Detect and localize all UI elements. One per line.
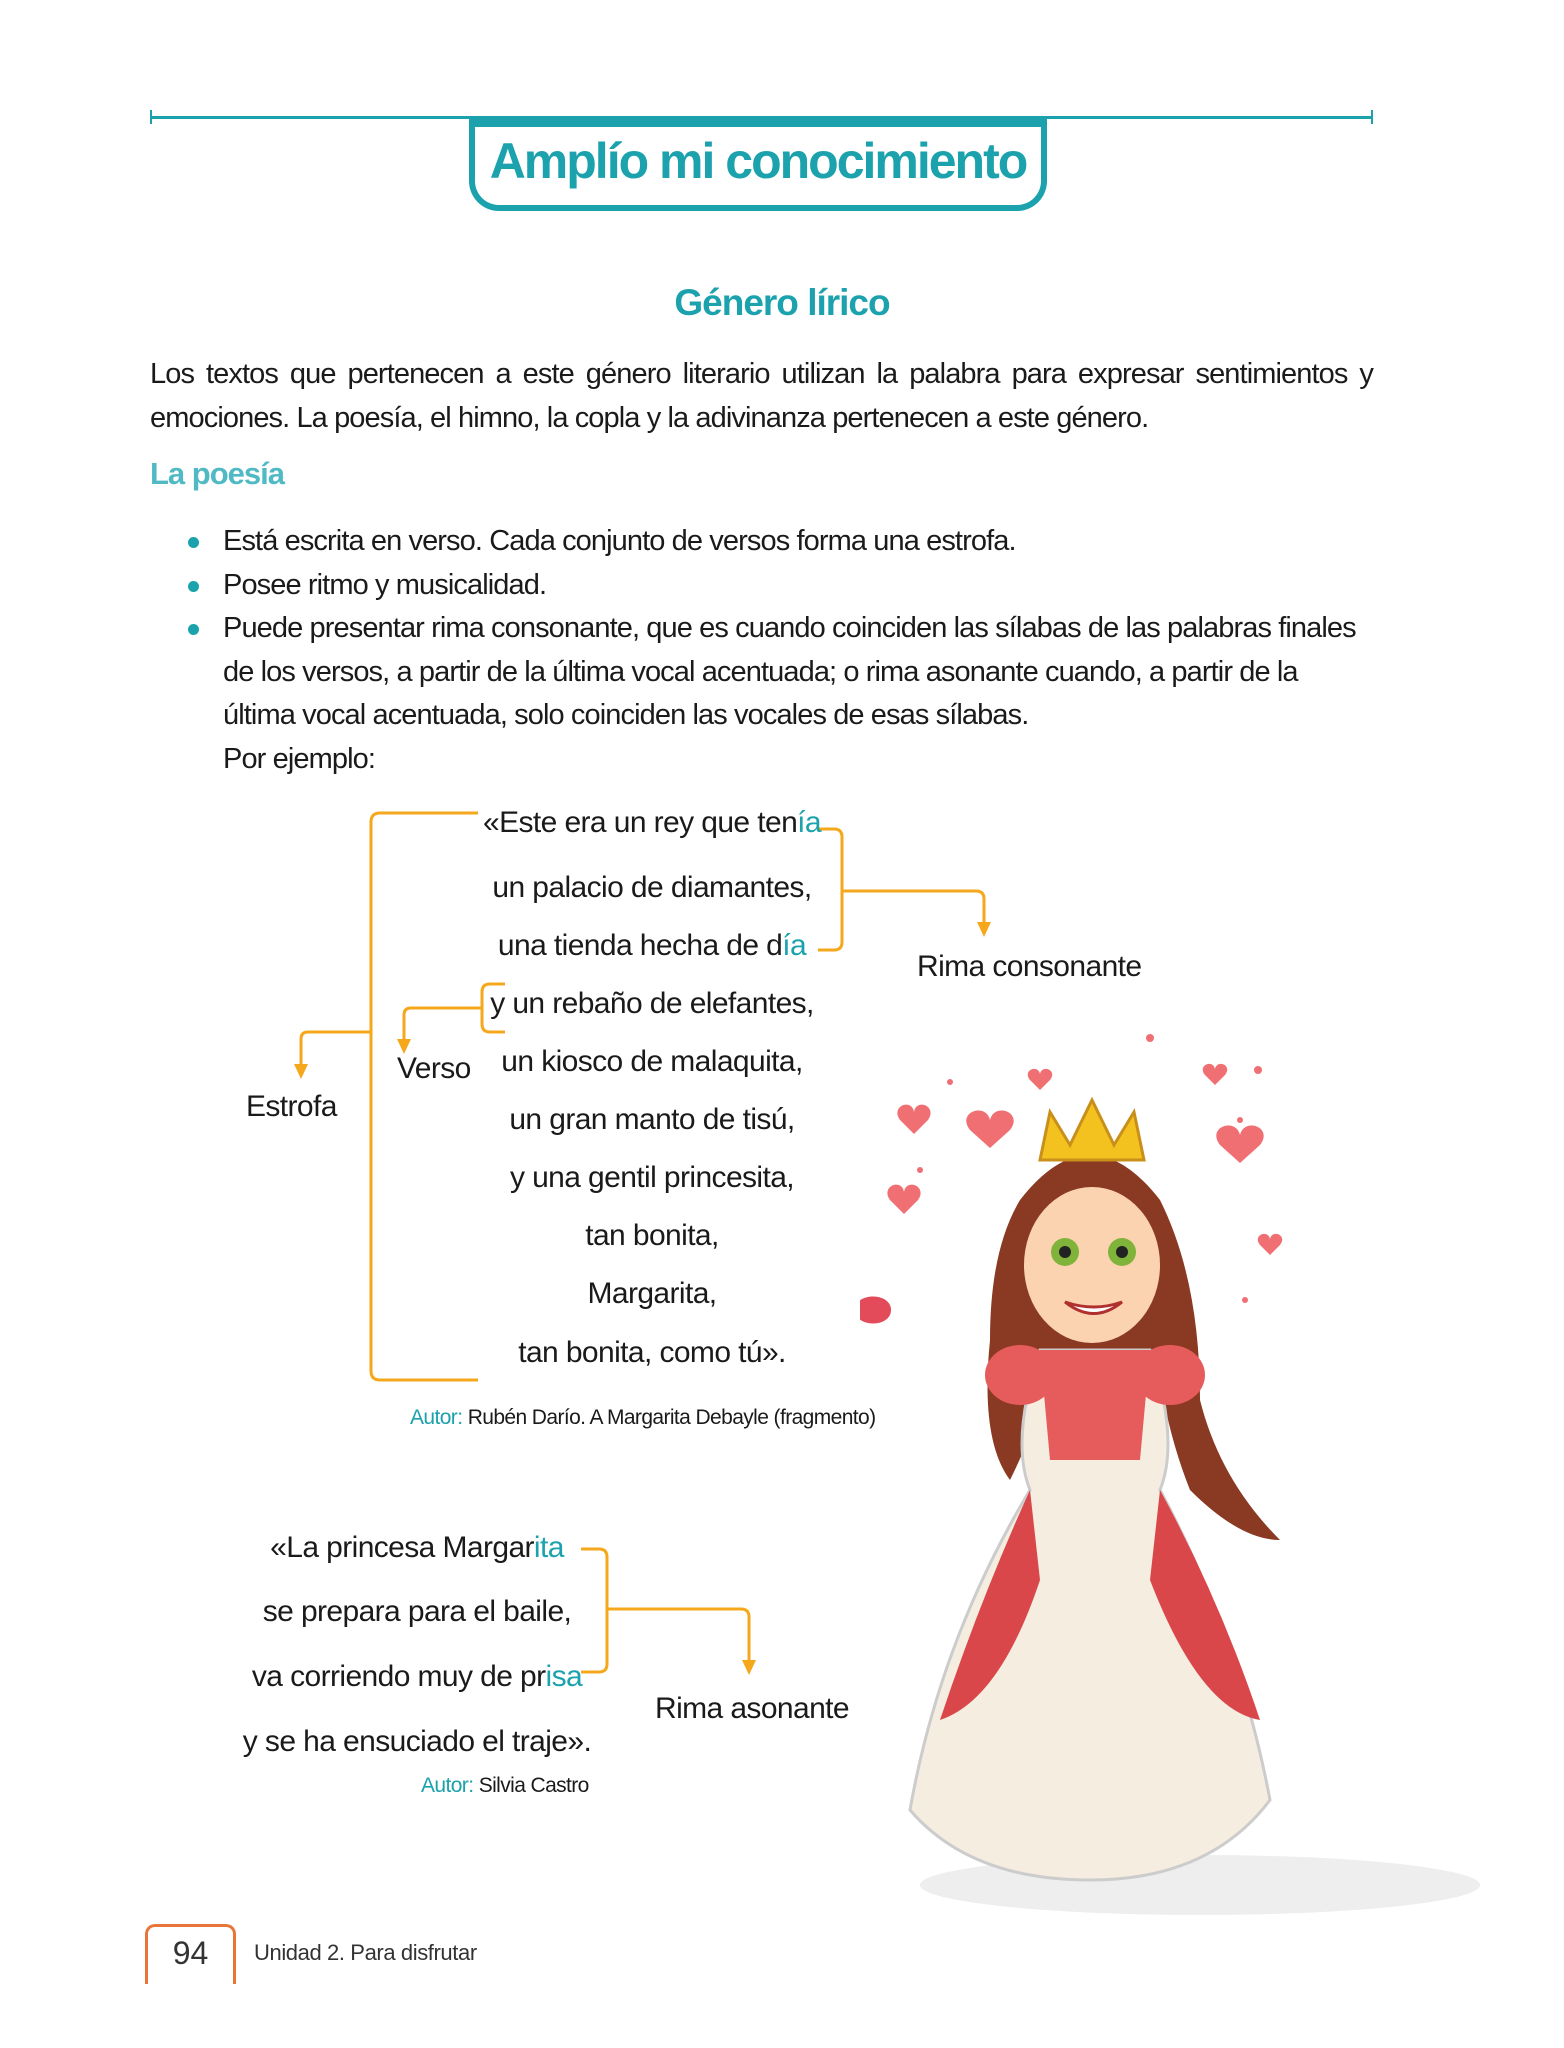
verse-text: Margarita,	[587, 1277, 717, 1310]
rhyme-highlight: a	[566, 1660, 583, 1693]
label-rima-consonante: Rima consonante	[917, 950, 1142, 983]
intro-paragraph: Los textos que pertenecen a este género literario utilizan la palabra para expresar sentimientos y emociones. La poesía, el himno, la copla y la adivinanza pertenecen a este género.	[150, 358, 1373, 434]
princess-illustration	[860, 1020, 1480, 1920]
subheading-poesia: La poesía	[150, 456, 284, 491]
list-item-text: Posee ritmo y musicalidad.	[223, 568, 547, 601]
page-number: 94	[145, 1924, 236, 1984]
verse-line	[352, 870, 952, 906]
verse-line	[117, 1594, 717, 1630]
verse-text: «Este era un rey que ten	[483, 806, 798, 839]
verse-text: una tienda hecha de d	[497, 929, 783, 962]
verse-text: un gran manto de tisú,	[509, 1103, 795, 1136]
verse-line	[117, 1530, 717, 1566]
unit-title: Unidad 2. Para disfrutar	[254, 1940, 477, 1965]
rhyme-highlight: ía	[797, 806, 821, 839]
list-item-text: Puede presentar rima consonante, que es cuando coinciden las sílabas de las palabras finales de los versos, a partir de la última vocal acentuada; o rima asonante cuando, a partir de la última vocal acentuada, solo coinciden las vocales de esas sílabas.	[223, 612, 1356, 731]
verse-text: un kiosco de malaquita,	[501, 1045, 803, 1078]
label-rima-asonante: Rima asonante	[655, 1692, 849, 1725]
crown-icon	[1040, 1100, 1144, 1160]
perfume-bottle	[860, 1297, 891, 1324]
verse-text: tan bonita, como tú».	[518, 1336, 786, 1369]
arrowhead-icon	[742, 1660, 756, 1675]
verse-text: y se ha ensuciado el traje».	[242, 1725, 592, 1758]
verse-text: tan bonita,	[585, 1219, 719, 1252]
poem1-credit	[410, 1406, 876, 1430]
arrowhead-icon	[294, 1064, 308, 1079]
verse-text: «La princesa Margar	[270, 1531, 534, 1564]
rhyme-highlight: it	[533, 1531, 548, 1564]
author-label: Autor:	[421, 1774, 474, 1797]
verse-text: se prepara para el baile,	[262, 1595, 572, 1628]
page-title: Amplío mi conocimiento	[489, 133, 1027, 189]
label-estrofa: Estrofa	[246, 1090, 337, 1123]
verse-text: va corriendo muy de pr	[251, 1660, 546, 1693]
label-verso: Verso	[397, 1052, 471, 1085]
rhyme-highlight: is	[545, 1660, 566, 1693]
list-item-text: Está escrita en verso. Cada conjunto de versos forma una estrofa.	[223, 525, 1016, 557]
verse-line	[352, 986, 952, 1022]
verse-line	[117, 1659, 717, 1695]
author-name: Silvia Castro	[478, 1774, 589, 1797]
face	[1024, 1187, 1160, 1343]
arrowhead-icon	[977, 922, 991, 937]
verse-line	[352, 928, 952, 964]
example-label-text: Por ejemplo:	[223, 742, 375, 775]
verse-line	[117, 1724, 717, 1760]
section-heading: Género lírico	[674, 282, 890, 323]
rhyme-highlight: a	[547, 1531, 564, 1564]
author-label: Autor:	[410, 1406, 463, 1429]
author-name: Rubén Darío. A Margarita Debayle (fragmento)	[467, 1406, 876, 1429]
verse-line	[352, 805, 952, 841]
verse-text: un palacio de diamantes,	[492, 871, 812, 904]
rhyme-highlight: ía	[782, 929, 807, 962]
verse-text: y una gentil princesita,	[509, 1161, 795, 1194]
verse-text: y un rebaño de elefantes,	[490, 987, 814, 1020]
poem2-credit	[421, 1774, 589, 1798]
